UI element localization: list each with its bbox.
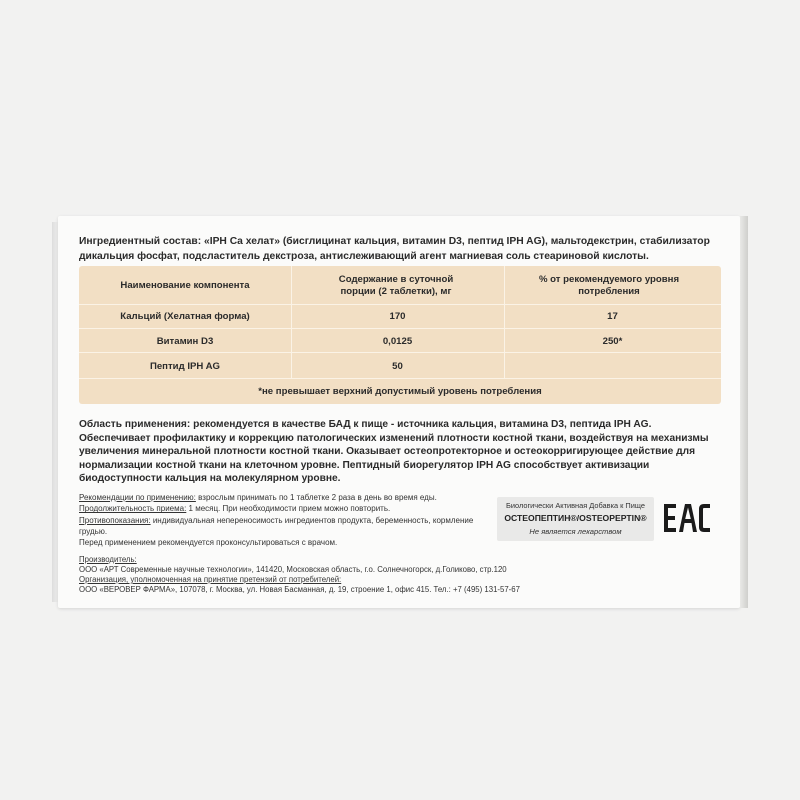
row-percent: 250*	[602, 336, 623, 347]
ingredients-text: Ингредиентный состав: «IPH Ca хелат» (бисглицинат кальция, витамин D3, пептид IPH AG), мальтодекстрин, стабилизатор дикальция фосфат, подсластитель декстроза, антислеживающий агент магниевая соль стеариновой кислоты.	[79, 236, 710, 262]
manufacturer-info	[79, 555, 599, 595]
contra-text: индивидуальная непереносимость ингредиентов продукта, беременность, кормление грудью.	[79, 515, 474, 536]
header-component: Наименование компонента	[120, 280, 250, 291]
recommendations	[79, 492, 479, 548]
manufacturer-label: Производитель:	[79, 555, 137, 564]
row-name: Кальций (Хелатная форма)	[120, 311, 250, 322]
duration-label: Продолжительность приема:	[79, 504, 187, 514]
eac-logo	[662, 502, 712, 534]
header-percent: % от рекомендуемого уровня потребления	[538, 274, 680, 297]
contra-label: Противопоказания:	[79, 515, 151, 525]
header-amount: Содержание в суточной порции (2 таблетки), мг	[338, 274, 454, 297]
nutrition-table	[79, 266, 721, 404]
manufacturer-text: ООО «АРТ Современные научные технологии», 141420, Московская область, г.о. Солнечногорск, д.Голиково, стр.120	[79, 565, 507, 574]
duration-text: 1 месяц. При необходимости прием можно повторить.	[186, 504, 391, 514]
row-amount: 50	[392, 361, 403, 372]
row-name: Витамин D3	[156, 336, 214, 347]
dosage-label: Рекомендации по применению:	[79, 493, 196, 502]
organization-label: Организация, уполномоченная на принятие претензий от потребителей:	[79, 575, 342, 584]
organization-text: ООО «ВЕРОВЕР ФАРМА», 107078, г. Москва, ул. Новая Басманная, д. 19, строение 1, офис 415. Тел.: +7 (495) 131-57-67	[79, 585, 520, 594]
usage-text: Область применения: рекомендуется в качестве БАД к пище - источника кальция, витамина D3, пептида IPH AG. Обеспечивает профилактику и коррекцию патологических изменений плотности костной ткани, воздействуя на механизмы увеличения минеральной плотности костной ткани. Оказывает остеопротекторное и остеокорригирующее действие для нормализации костной ткани на клеточном уровне. Пептидный биорегулятор IPH AG способствует активизации биодоступности кальция на молекулярном уровне.	[79, 419, 709, 485]
badge-product-name: ОСТЕОПЕПТИН®/OSTEOPEPTIN®	[504, 513, 647, 523]
row-amount: 0,0125	[382, 336, 413, 347]
dosage-text: взрослым принимать по 1 таблетке 2 раза в день во время еды.	[195, 493, 437, 502]
consult-text: Перед применением рекомендуется проконсультироваться с врачом.	[79, 538, 338, 548]
supplement-badge	[497, 497, 654, 541]
row-name: Пептид IPH AG	[149, 361, 221, 372]
badge-line-1: Биологически Активная Добавка к Пище	[506, 501, 645, 510]
row-percent: 17	[607, 311, 618, 322]
package-right-edge	[740, 216, 748, 608]
table-footnote: *не превышает верхний допустимый уровень потребления	[258, 386, 542, 397]
row-amount: 170	[389, 311, 406, 322]
badge-line-3: Не является лекарством	[529, 527, 622, 536]
